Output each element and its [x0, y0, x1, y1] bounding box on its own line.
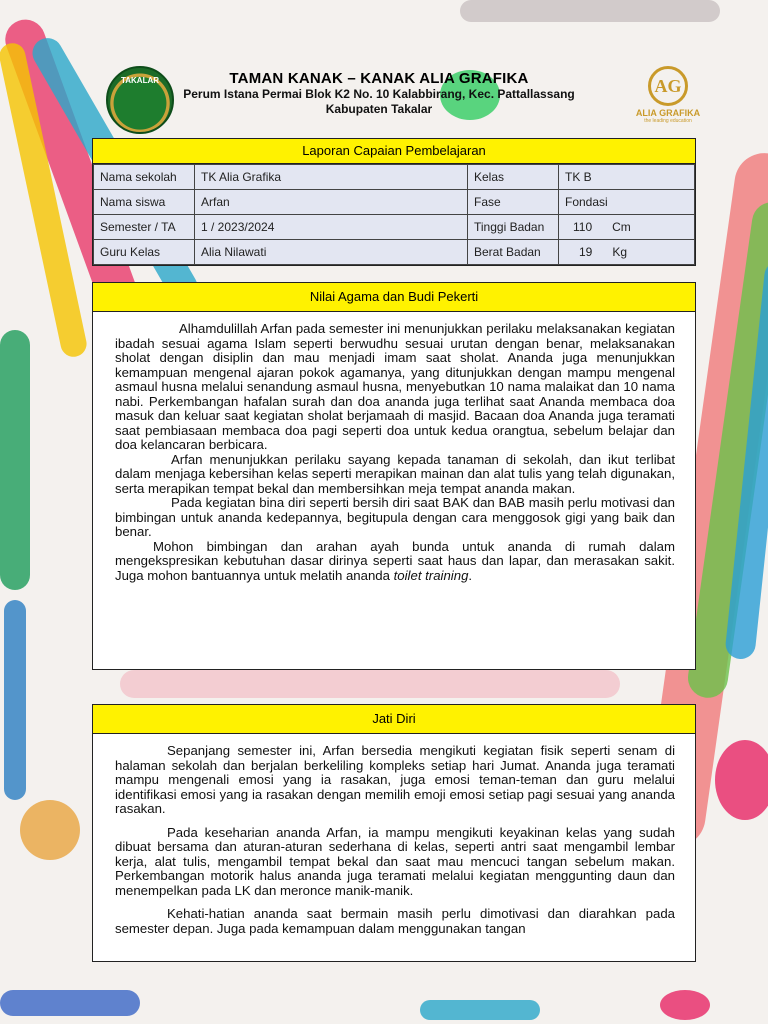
label-cell: Nama siswa: [94, 190, 195, 215]
jati-diri-paragraph-3: Kehati-hatian ananda saat bermain masih perlu dimotivasi dan diarahkan pada semester depan. Juga pada kemampuan dalam menggunakan tangan: [115, 906, 675, 936]
value-cell: Alia Nilawati: [195, 240, 468, 265]
label-cell: Kelas: [468, 165, 559, 190]
agama-paragraph-1: Alhamdulillah Arfan pada semester ini menunjukkan perilaku melaksanakan kegiatan ibadah sesuai agama Islam seperti berwudhu sesuai urutan dengan benar, melaksanakan sholat dengan disiplin dan mau menjadi imam saat sholat. Ananda juga menunjukkan kemampuan mengenal ajaran pokok agamanya, yang ditunjukkan dengan mampu mengenal asmaul husna melalui senandung asmaul husna, menyebutkan 10 nama malaikat dan 10 nama nabi. Perkembangan hafalan surah dan doa ananda juga terlihat saat Ananda membaca doa masuk dan keluar saat kegiatan sholat berjamaah di masjid. Bacaan doa Ananda juga teramati saat pembiasaan membaca doa pagi seperti doa untuk kedua orangtua, sebelum belajar dan doa kelancaran berbicara.: [115, 321, 675, 452]
table-row: [94, 165, 695, 190]
value-cell: 110 Cm: [559, 215, 695, 240]
jati-diri-title: Jati Diri: [93, 705, 695, 734]
label-cell: Guru Kelas: [94, 240, 195, 265]
school-logo: [628, 66, 708, 124]
value-cell: TK B: [559, 165, 695, 190]
agama-paragraph-4-end: .: [468, 567, 473, 583]
jati-diri-paragraph-2: Pada keseharian ananda Arfan, ia mampu mengikuti keyakinan kelas yang sudah dibuat bersama dan aturan-aturan sederhana di kelas, seperti antri saat mengambil lembar kerja, alat tulis, mengambil tempat bekal dan saat mau mencuci tangan sebelum makan. Perkembangan motorik halus ananda juga teramati melalui kegiatan menggunting daun dan menempelkan pada LK dan meronce manik-manik.: [115, 824, 675, 898]
table-row: [94, 215, 695, 240]
agama-paragraph-4-italic: toilet training: [393, 567, 469, 583]
jati-diri-narrative: [93, 734, 695, 936]
agama-title: Nilai Agama dan Budi Pekerti: [93, 283, 695, 312]
value-cell: TK Alia Grafika: [195, 165, 468, 190]
school-logo-name: ALIA GRAFIKA: [635, 108, 701, 118]
jati-diri-paragraph-1: Sepanjang semester ini, Arfan bersedia mengikuti kegiatan fisik seperti senam di halaman sekolah dan berjalan berkeliling kompleks setiap hari Jumat. Ananda juga teramati mampu mengenali emosi yang ia rasakan, juga emosi teman-teman dan guru melalui identifikasi emosi yang ia rasakan dengan memilih emoji emosi setiap pagi sesuai yang ananda rasakan.: [115, 743, 675, 816]
address-line-2: Kabupaten Takalar: [325, 102, 433, 116]
regency-logo-text: TAKALAR: [120, 76, 160, 85]
label-cell: Fase: [468, 190, 559, 215]
address-line-1: Perum Istana Permai Blok K2 No. 10 Kalabbirang, Kec. Pattallassang: [183, 87, 575, 101]
school-logo-tagline: the leading education: [644, 118, 692, 124]
report-info-box: [92, 138, 696, 266]
value-cell: 1 / 2023/2024: [195, 215, 468, 240]
agama-paragraph-3: Pada kegiatan bina diri seperti bersih diri saat BAK dan BAB masih perlu motivasi dan bimbingan untuk ananda kedepannya, begitupula dengan cara menggosok gigi yang baik dan benar.: [115, 495, 675, 539]
jati-diri-section: [92, 704, 696, 962]
agama-narrative: [93, 312, 695, 583]
agama-paragraph-4: [115, 540, 675, 584]
agama-paragraph-2: Arfan menunjukkan perilaku sayang kepada tanaman di sekolah, dan ikut terlibat dalam menjaga kebersihan kelas seperti merapikan mainan dan alat tulis yang telah digunakan, serta merapikan tempat bekal dan membersihkan meja tempat ananda makan.: [115, 451, 675, 496]
value-cell: 19 Kg: [559, 240, 695, 265]
label-cell: Nama sekolah: [94, 165, 195, 190]
school-logo-mark: AG: [648, 66, 688, 106]
table-row: [94, 190, 695, 215]
label-cell: Semester / TA: [94, 215, 195, 240]
report-title: Laporan Capaian Pembelajaran: [93, 139, 695, 164]
table-row: [94, 240, 695, 265]
label-cell: Berat Badan: [468, 240, 559, 265]
agama-paragraph-4-text: Mohon bimbingan dan arahan ayah bunda untuk ananda di rumah dalam mengekspresikan kebutuhan dasar dirinya seperti saat haus dan lapar, dan merasakan sakit. Juga mohon bantuannya untuk melatih ananda: [115, 538, 675, 583]
value-cell: Arfan: [195, 190, 468, 215]
student-info-table: [93, 164, 695, 265]
value-cell: Fondasi: [559, 190, 695, 215]
school-name: TAMAN KANAK – KANAK ALIA GRAFIKA: [229, 70, 529, 87]
agama-section: [92, 282, 696, 670]
label-cell: Tinggi Badan: [468, 215, 559, 240]
